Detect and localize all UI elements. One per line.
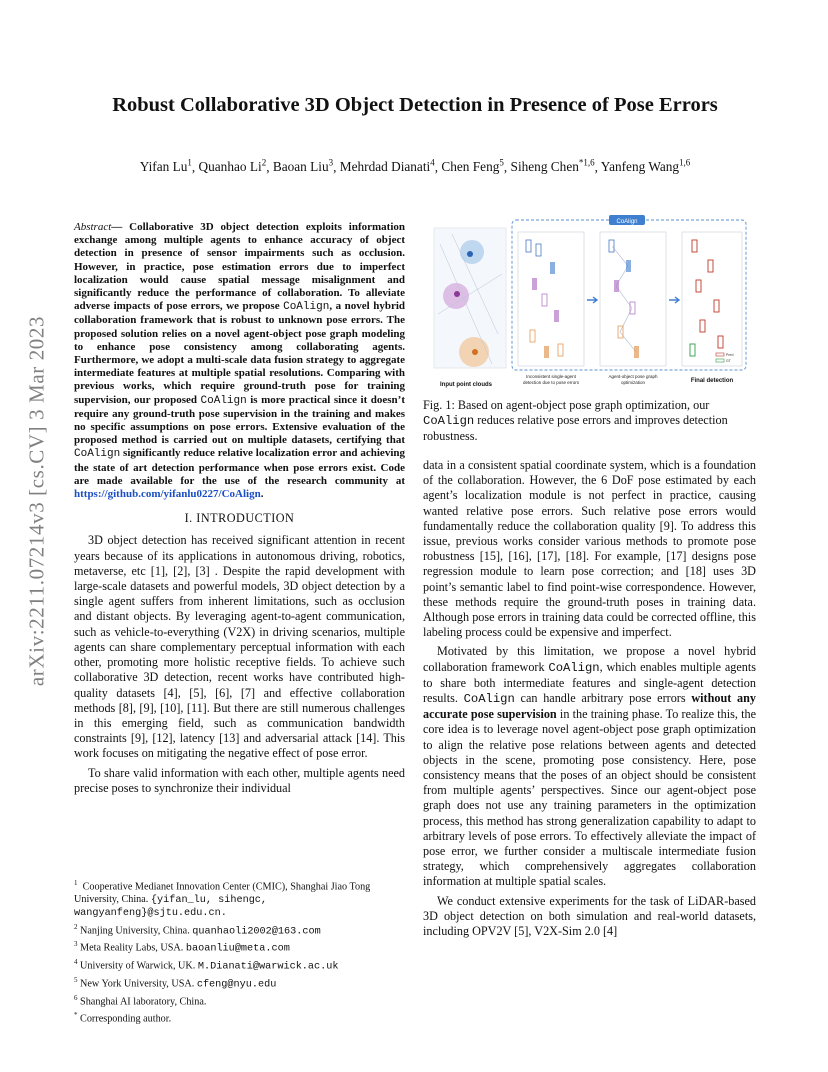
footnote: $^1$ Cooperative Medianet Innovation Center (CMIC), Shanghai Jiao Tong University, China. {yifan_lu, sihengc, wangyanfeng}@sjtu.edu.cn. (74, 879, 371, 920)
pose-graph-panel (600, 232, 666, 366)
left-column (74, 221, 405, 800)
figure-caption: Fig. 1: Based on agent-object pose graph optimization, our CoAlign reduces relative pose errors and improves detection robustness. (423, 398, 728, 444)
footnote: $^6$ Shanghai AI laboratory, China. (74, 993, 207, 1008)
legend-gt: GT (726, 359, 731, 363)
figure-1 (432, 214, 752, 390)
legend-pred: Pred (726, 353, 734, 357)
author: Yifan Lu$^1$ (139, 158, 192, 175)
intro-paragraph: To share valid information with each other, multiple agents need precise poses to synchronize their individual (74, 765, 405, 795)
footnote: $^2$ Nanjing University, China. quanhaoli2002@163.com (74, 922, 321, 937)
author-list: Yifan Lu$^1$, Quanhao Li$^2$, Baoan Liu$^3$, Mehrdad Dianati$^4$, Chen Feng$^5$, Siheng Chen$^{*1,6}$, Yanfeng Wang$^{1,6}$ (139, 158, 691, 175)
author: Baoan Liu$^3$ (272, 158, 334, 175)
arrow-icon (587, 297, 597, 303)
right-column (423, 458, 756, 943)
footnotes (74, 877, 405, 1025)
label-inconsistent: Inconsistent single-agent detection due to pose errors (522, 374, 580, 385)
author: Chen Feng$^5$ (441, 158, 504, 175)
author: Mehrdad Dianati$^4$ (339, 158, 435, 175)
footnote: $^3$ Meta Reality Labs, USA. baoanliu@meta.com (74, 940, 290, 955)
inconsistent-detection-panel (518, 232, 584, 366)
body-paragraph: Motivated by this limitation, we propose a novel hybrid collaboration framework CoAlign, which enables multiple agents to share both intermediate features and single-agent detection results. CoAlign can handle arbitrary pose errors without any accurate pose supervision in the training phase. To realize this, the core idea is to leverage novel agent-object pose graph optimization to align the relative pose relations between agents and detected objects in the scene, promoting pose consistency. Here, pose consistency means that the poses of an object should be consistent from multiple agents’ perspectives. Since our agent-object pose graph does not use any training parameters in the optimization process, this method has strong generalization capability to adapt to arbitrary levels of pose errors. To effectively alleviate the impact of pose error, we further consider a multiscale intermediate fusion strategy, which comprehensively aggregates collaboration information at multiple spatial scales. (423, 644, 757, 889)
label-graph: Agent-object pose graph optimization (608, 374, 658, 385)
point-cloud-panel (434, 228, 506, 368)
section-heading: I. INTRODUCTION (184, 511, 295, 526)
arxiv-stamp: arXiv:2211.07214v3 [cs.CV] 3 Mar 2023 (24, 315, 49, 687)
footnote: $^5$ New York University, USA. cfeng@nyu.edu (74, 976, 277, 991)
footnote: $^4$ University of Warwick, UK. M.Dianati@warwick.ac.uk (74, 958, 339, 973)
author: Yanfeng Wang$^{1,6}$ (600, 158, 691, 175)
paper-title: Robust Collaborative 3D Object Detection in Presence of Pose Errors (112, 94, 718, 116)
intro-paragraph: 3D object detection has received significant attention in recent years because of its applications in autonomous driving, robotics, metaverse, etc [1], [2], [3] . Despite the rapid development with large-scale datasets and powerful models, 3D object detection by a single agent suffers from inherent limitations, such as occlusion and distant objects. By leveraging agent-to-agent communication, such as vehicle-to-everything (V2X) in driving scenarios, multiple agents can share complementary perceptual information with each other, promoting more holistic receptive fields. To achieve such collaborative 3D detection, recent works have contributed high-quality datasets [4], [5], [6], [7] and effective collaboration methods [8], [9], [10], [11]. But there are still numerous challenges in this emerging field, such as communication bandwidth constraints [9], [12], latency [13] and adversarial attack [14]. This work focuses on mitigating the negative effect of pose error. (74, 533, 405, 761)
author: Siheng Chen$^{*1,6}$ (510, 158, 595, 175)
body-paragraph: We conduct extensive experiments for the task of LiDAR-based 3D object detection on both simulation and real-world datasets, including OPV2V [5], V2X-Sim 2.0 [4] (423, 893, 756, 939)
label-final: Final detection (690, 378, 734, 384)
coalign-tag-text: CoAlign (616, 219, 638, 225)
arrow-icon (669, 297, 679, 303)
code-link[interactable]: https://github.com/yifanlu0227/CoAlign (74, 488, 261, 501)
final-detection-panel (682, 232, 742, 366)
author: Quanhao Li$^2$ (198, 158, 267, 175)
label-input: Input point clouds (440, 382, 492, 388)
body-paragraph: data in a consistent spatial coordinate system, which is a foundation of the collaboration. However, the 6 DoF pose estimated by each agent’s localization module is not perfect in practice, causing wanted relative pose errors. Such relative pose errors would fundamentally reduce the collaboration quality [9]. To address this issue, previous works consider various methods to promote pose robustness [15], [16], [17], [18]. For example, [17] designs pose regression module to learn pose correction; and [18] uses 3D point’s semantic label to find point-wise correspondence. However, these methods require the ground-truth poses in training data. Although pose errors in training data could be corrected offline, this labeling process could be expensive and imperfect. (423, 458, 756, 640)
footnote: * Corresponding author. (74, 1010, 172, 1024)
abstract: Abstract— Collaborative 3D object detection exploits information exchange among multiple agents to enhance accuracy of object detection in presence of sensor impairments such as occlusion. However, in practice, pose estimation errors due to imperfect localization would cause spatial message misalignment and significantly reduce the performance of collaboration. To alleviate adverse impacts of pose errors, we propose CoAlign, a novel hybrid collaboration framework that is robust to unknown pose errors. The proposed solution relies on a novel agent-object pose graph modeling to enhance pose consistency among collaborating agents. Furthermore, we adopt a multi-scale data fusion strategy to aggregate intermediate features at multiple spatial resolutions. Comparing with previous works, which require ground-truth pose for training supervision, our proposed CoAlign is more practical since it doesn’t require any ground-truth pose supervision in the training and makes no specific assumptions on pose errors. Extensive evaluation of the proposed method is carried out on multiple datasets, certifying that CoAlign significantly reduce relative localization error and achieving the state of art detection performance when pose errors exist. Code are made available for the use of the research community at https://github.com/yifanlu0227/CoAlign. (74, 221, 406, 501)
